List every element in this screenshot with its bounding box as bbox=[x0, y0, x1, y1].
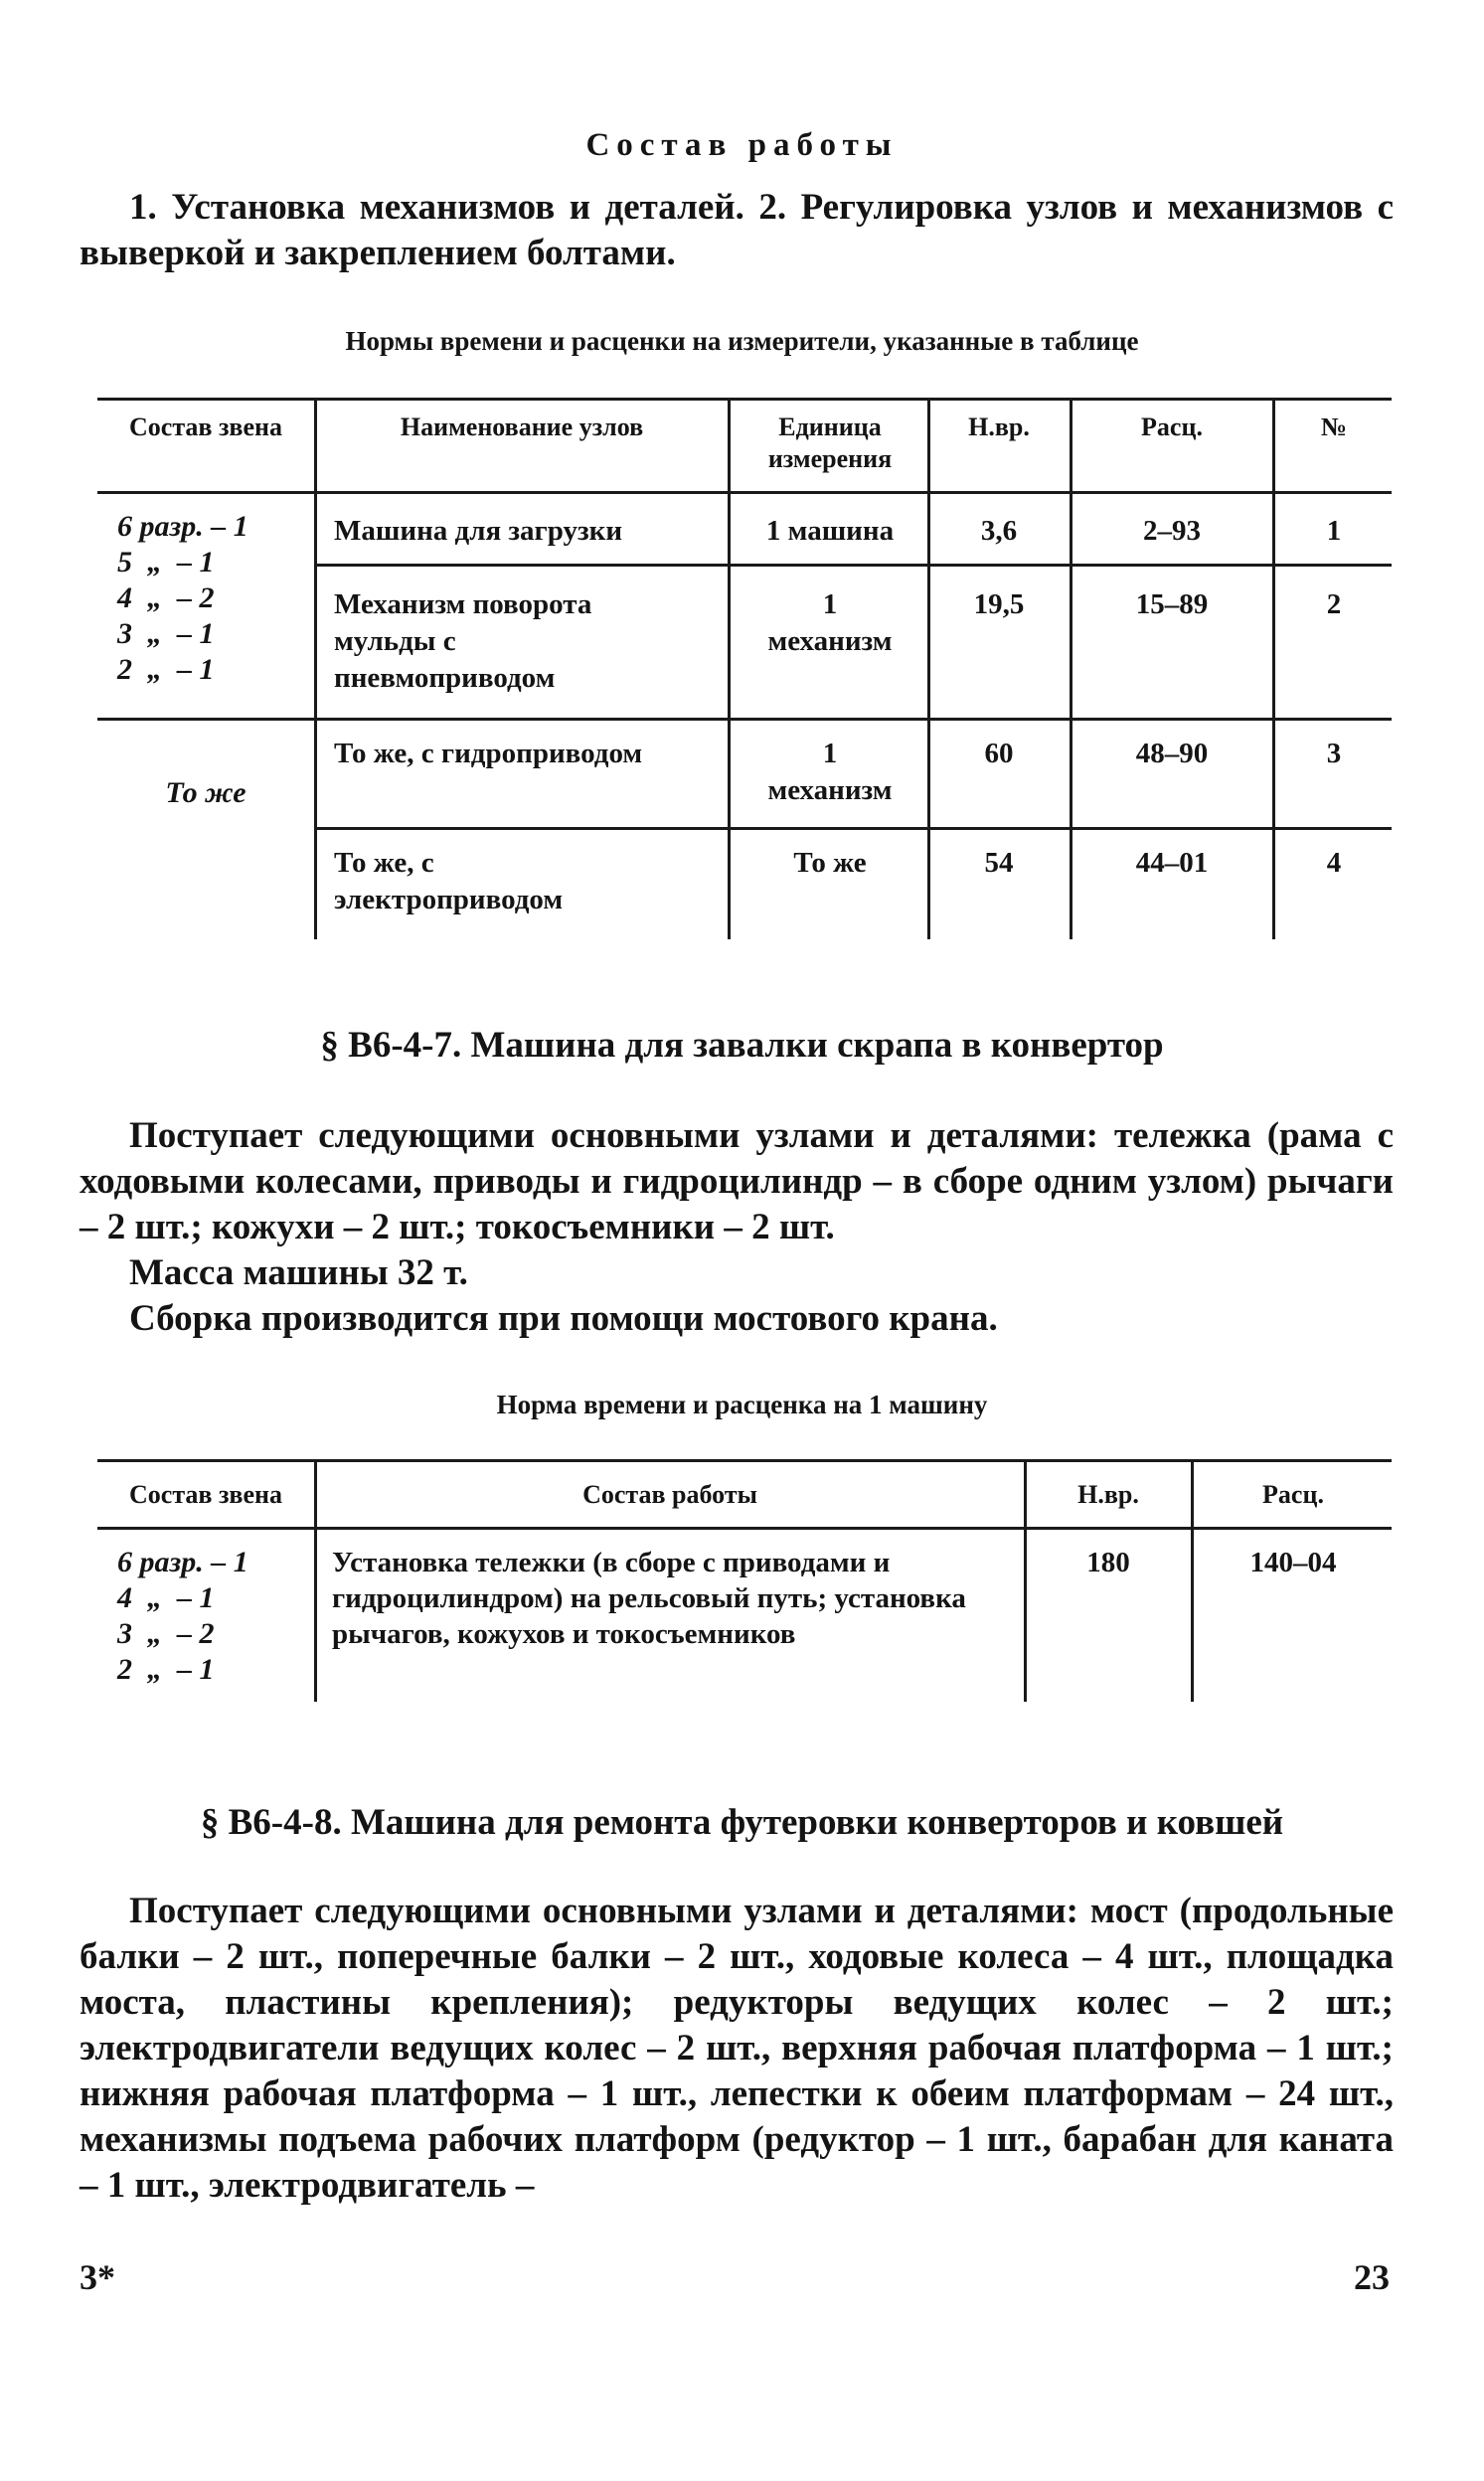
table1-crew-same: То же bbox=[165, 776, 247, 809]
table1-row4-unit: То же bbox=[793, 847, 867, 879]
table1-top-rule bbox=[97, 398, 1392, 401]
section-b647-paragraph: Сборка производится при помощи мостового крана. bbox=[129, 1298, 998, 1339]
table1-row4-norm: 54 bbox=[984, 847, 1014, 879]
table1-row3-unit: 1 механизм bbox=[767, 738, 893, 806]
table1-row4-rate: 44–01 bbox=[1135, 847, 1209, 879]
table1-row1-unit: 1 машина bbox=[765, 515, 895, 547]
table1-row-rule bbox=[97, 718, 1392, 721]
table1-row4-num: 4 bbox=[1326, 847, 1342, 879]
crew-line: 2 „ – 1 bbox=[117, 1653, 215, 1686]
table2-header-work: Состав работы bbox=[582, 1480, 757, 1509]
table1-col-rule bbox=[728, 398, 731, 939]
section-b647-body bbox=[80, 1113, 1394, 1342]
table2-top-rule bbox=[97, 1459, 1392, 1462]
section-b648-heading: § В6-4-8. Машина для ремонта футеровки конверторов и ковшей bbox=[200, 1802, 1284, 1843]
crew-line: 5 „ – 1 bbox=[117, 546, 215, 579]
table1-crew bbox=[117, 509, 248, 688]
work-composition-paragraph: 1. Установка механизмов и деталей. 2. Регулировка узлов и механизмов с выверкой и закреплением болтами. bbox=[80, 187, 1394, 273]
table1-row1-norm: 3,6 bbox=[980, 515, 1018, 547]
table1-row-rule bbox=[314, 827, 1392, 830]
table1-header-crew: Состав звена bbox=[129, 413, 282, 441]
crew-line: 3 „ – 2 bbox=[117, 1617, 215, 1650]
table1-row3-name: То же, с гидроприводом bbox=[334, 738, 643, 769]
crew-line: 6 разр. – 1 bbox=[117, 1546, 248, 1578]
table2-col-rule bbox=[314, 1459, 317, 1702]
table1-row-rule bbox=[314, 564, 1392, 567]
crew-line: 3 „ – 1 bbox=[117, 617, 215, 650]
table2-header-norm: Н.вр. bbox=[1077, 1480, 1139, 1509]
crew-line: 4 „ – 2 bbox=[117, 581, 215, 614]
crew-line: 6 разр. – 1 bbox=[117, 510, 248, 543]
work-composition-text bbox=[80, 185, 1394, 276]
section-b648-body bbox=[80, 1889, 1394, 2209]
section-b647-paragraph: Масса машины 32 т. bbox=[129, 1252, 468, 1293]
table1-row3-num: 3 bbox=[1326, 738, 1342, 769]
section-b648-paragraph: Поступает следующими основными узлами и деталями: мост (продольные балки – 2 шт., поперечные балки – 2 шт., ходовые колеса – 4 шт., площадка моста, пластины крепления); редукторы ведущих колес – 2 шт.; электродвигатели ведущих колес – 2 шт., верхняя рабочая платформа – 1 шт.; нижняя рабочая платформа – 1 шт., лепестки к обеим платформам – 24 шт., механизмы подъема рабочих платформ (редуктор – 1 шт., барабан для каната – 1 шт., электродвигатель – bbox=[80, 1891, 1394, 2206]
crew-line: 2 „ – 1 bbox=[117, 653, 215, 686]
table2-col-rule bbox=[1024, 1459, 1027, 1702]
table1-header-name: Наименование узлов bbox=[400, 413, 644, 441]
table2-work: Установка тележки (в сборе с приводами и гидроцилиндром) на рельсовый путь; установка рычагов, кожухов и токосъемников bbox=[332, 1547, 966, 1650]
table2-header-rate: Расц. bbox=[1262, 1480, 1324, 1509]
table1-header-num: № bbox=[1320, 413, 1348, 441]
table1-header-rule bbox=[97, 491, 1392, 494]
table1-row2-rate: 15–89 bbox=[1135, 588, 1209, 620]
table2-crew bbox=[117, 1545, 248, 1688]
table1-row3-rate: 48–90 bbox=[1135, 738, 1209, 769]
table1-row2-num: 2 bbox=[1326, 588, 1342, 620]
table1-col-rule bbox=[314, 398, 317, 939]
table1-col-rule bbox=[1070, 398, 1072, 939]
table1-header-rate: Расц. bbox=[1141, 413, 1203, 441]
crew-line: 4 „ – 1 bbox=[117, 1581, 215, 1614]
table1-header-unit: Единица измерения bbox=[767, 413, 893, 473]
work-composition-title: Состав работы bbox=[585, 127, 899, 163]
table2-caption: Норма времени и расценка на 1 машину bbox=[496, 1390, 988, 1419]
signature-mark: 3* bbox=[80, 2257, 115, 2297]
table1-caption: Нормы времени и расценки на измерители, указанные в таблице bbox=[345, 326, 1139, 356]
table1-row4-name: То же, с электроприводом bbox=[334, 847, 564, 915]
section-b647-heading: § В6-4-7. Машина для завалки скрапа в конвертор bbox=[320, 1025, 1164, 1066]
table1-row1-rate: 2–93 bbox=[1143, 515, 1201, 547]
table1-row2-name: Механизм поворота мульды с пневмоприводом bbox=[334, 588, 592, 694]
page-number: 23 bbox=[1354, 2257, 1390, 2297]
table1-header-norm: Н.вр. bbox=[968, 413, 1030, 441]
table2-col-rule bbox=[1191, 1459, 1194, 1702]
table1-row1-name: Машина для загрузки bbox=[334, 515, 623, 547]
table1-row2-norm: 19,5 bbox=[973, 588, 1025, 620]
table2-rate: 140–04 bbox=[1249, 1547, 1337, 1578]
table1-col-rule bbox=[1272, 398, 1275, 939]
table2-header-crew: Состав звена bbox=[129, 1480, 282, 1509]
table1-row1-num: 1 bbox=[1326, 515, 1342, 547]
section-b647-paragraph: Поступает следующими основными узлами и деталями: тележка (рама с ходовыми колесами, приводы и гидроцилиндр – в сборе одним узлом) рычаги – 2 шт.; кожухи – 2 шт.; токосъемники – 2 шт. bbox=[80, 1115, 1394, 1247]
table2-header-rule bbox=[97, 1527, 1392, 1530]
table1-row2-unit: 1 механизм bbox=[767, 588, 893, 657]
table1-row3-norm: 60 bbox=[984, 738, 1014, 769]
table2-norm: 180 bbox=[1086, 1547, 1130, 1578]
